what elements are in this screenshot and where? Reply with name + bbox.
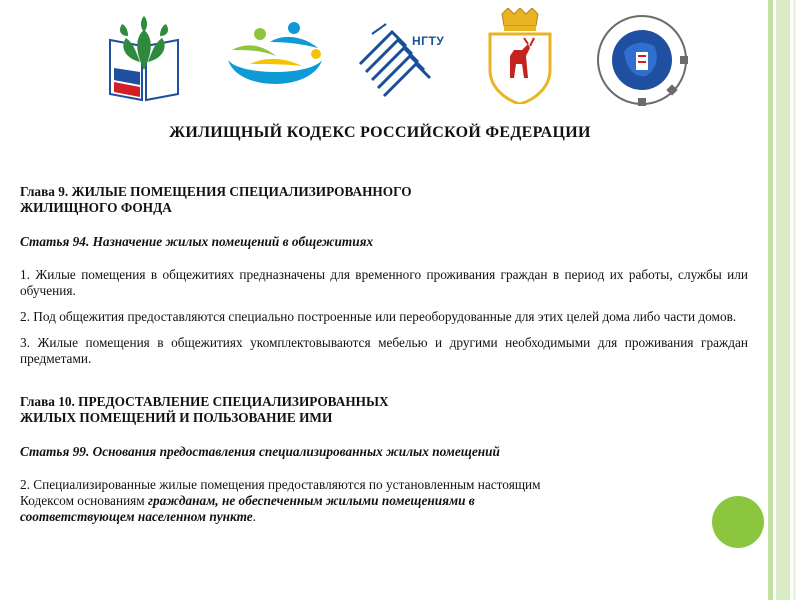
paragraph-article-99: [20, 477, 748, 525]
document-body: [20, 184, 748, 525]
chapter-9-line2: ЖИЛИЩНОГО ФОНДА: [20, 200, 172, 215]
ngtu-logo-text: НГТУ: [412, 34, 445, 48]
chapter-10-line2: ЖИЛЫХ ПОМЕЩЕНИЙ И ПОЛЬЗОВАНИЕ ИМИ: [20, 410, 333, 425]
chapter-9-heading: [20, 184, 748, 216]
paragraph-line3-emphasis: соответствующем населенном пункте: [20, 509, 253, 524]
paragraph-line2: Кодексом основаниям: [20, 493, 149, 508]
chapter-10-heading: [20, 394, 748, 426]
page-title: ЖИЛИЩНЫЙ КОДЕКС РОССИЙСКОЙ ФЕДЕРАЦИИ: [169, 124, 591, 141]
paragraph-line1: 2. Специализированные жилые помещения предоставляются по установленным настоящим: [20, 477, 541, 492]
union-regional-logo: [594, 12, 690, 108]
logo-bar: [0, 8, 800, 108]
paragraph-line3-end: .: [252, 509, 256, 524]
profsoyuz-logo: [106, 10, 182, 102]
paragraph-3: 3. Жилые помещения в общежитиях укомплектовываются мебелью и другими необходимыми для проживания граждан предметами.: [20, 335, 748, 366]
chapter-10-line1: Глава 10. ПРЕДОСТАВЛЕНИЕ СПЕЦИАЛИЗИРОВАННЫХ: [20, 394, 389, 409]
swimmers-logo: [220, 20, 330, 100]
article-94-heading: Статья 94. Назначение жилых помещений в общежитиях: [20, 234, 374, 249]
paragraph-line2-emphasis: гражданам, не обеспеченным жилыми помещениями в: [148, 493, 475, 508]
paragraph-1: 1. Жилые помещения в общежитиях предназначены для временного проживания граждан в период их работы, службы или обучения.: [20, 267, 748, 298]
paragraph-2: 2. Под общежития предоставляются специально построенные или переоборудованные для этих целей дома либо части домов.: [20, 309, 737, 324]
ngtu-logo: [352, 14, 452, 102]
article-99-heading: Статья 99. Основания предоставления специализированных жилых помещений: [20, 444, 500, 459]
decorative-circle: [712, 496, 764, 548]
chapter-9-line1: Глава 9. ЖИЛЫЕ ПОМЕЩЕНИЯ СПЕЦИАЛИЗИРОВАННОГО: [20, 184, 412, 199]
nizhny-novgorod-coat-of-arms: [484, 8, 556, 104]
